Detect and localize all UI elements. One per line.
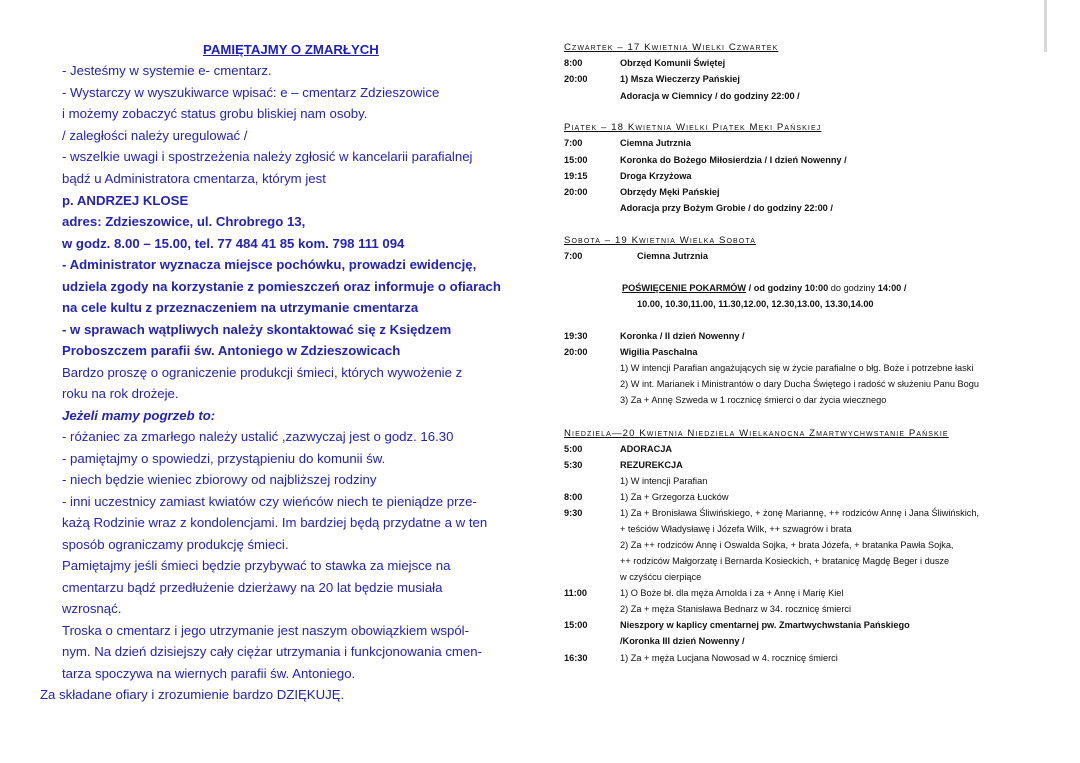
time: 20:00	[564, 347, 588, 357]
time: 20:00	[564, 74, 588, 84]
event: Wigilia Paschalna	[620, 347, 698, 357]
intention: 1) W intencji Parafian	[620, 476, 708, 486]
section-header-sunday: Niedziela—20 Kwietnia Niedziela Wielkanocna Zmartwychwstanie Pańskie	[564, 428, 949, 439]
intention: w czyśćcu cierpiące	[620, 572, 702, 582]
admin-name: p. ANDRZEJ KLOSE	[62, 193, 189, 208]
intention: 1) Za + Grzegorza Łucków	[620, 492, 729, 502]
text-line: i możemy zobaczyć status grobu bliskiej nam osoby.	[62, 106, 368, 121]
time: 15:00	[564, 620, 588, 630]
section-header-saturday: Sobota – 19 Kwietnia Wielka Sobota	[564, 235, 756, 246]
time: 9:30	[564, 508, 583, 518]
text-line: Pamiętajmy jeśli śmieci będzie przybywać to stawka za miejsce na	[62, 558, 451, 573]
time: 16:30	[564, 653, 588, 663]
text-line: - niech będzie wieniec zbiorowy od najbliższej rodziny	[62, 472, 377, 487]
text-line: - wszelkie uwagi i spostrzeżenia należy zgłosić w kancelarii parafialnej	[62, 149, 473, 164]
event: REZUREKCJA	[620, 460, 683, 470]
time: 5:00	[564, 444, 583, 454]
section-header-thursday: Czwartek – 17 Kwietnia Wielki Czwartek	[564, 42, 779, 53]
intention: 1) W intencji Parafian angażujących się w życie parafialne o błg. Boże i potrzebne łaski	[620, 363, 974, 373]
time: 7:00	[564, 138, 583, 148]
text-line: - inni uczestnicy zamiast kwiatów czy wieńców niech te pieniądze prze-	[62, 494, 477, 509]
event: ADORACJA	[620, 444, 673, 454]
food-blessing: POŚWIĘCENIE POKARMÓW / od godziny 10:00 do godziny 14:00 /	[622, 283, 907, 293]
time: 11:00	[564, 588, 587, 598]
text-line: każą Rodzinie wraz z kondolencjami. Im bardziej będą przydatne a w ten	[62, 515, 488, 530]
intention: ++ rodziców Małgorzatę i Bernarda Kosieckich, + bratanicę Magdę Beger i dusze	[620, 556, 950, 566]
text-line: udziela zgody na korzystanie z pomieszczeń oraz informuje o ofiarach	[62, 279, 501, 294]
admin-address: adres: Zdzieszowice, ul. Chrobrego 13,	[62, 214, 306, 229]
text-line: Troska o cmentarz i jego utrzymanie jest naszym obowiązkiem wspól-	[62, 623, 470, 638]
text-line: nym. Na dzień dzisiejszy cały ciężar utrzymania i funkcjonowania cmen-	[62, 644, 482, 659]
thank-you-line: Za składane ofiary i zrozumienie bardzo DZIĘKUJĘ.	[40, 687, 345, 702]
text-line: cmentarzu bądź przedłużenie dzierżawy na 20 lat będzie musiała	[62, 580, 443, 595]
text-line: - Wystarczy w wyszukiwarce wpisać: e – cmentarz Zdzieszowice	[62, 85, 440, 100]
intention: 2) W int. Marianek i Ministrantów o dary Ducha Świętego i radość w służeniu Panu Bogu	[620, 379, 979, 389]
text-line: Bardzo proszę o ograniczenie produkcji śmieci, których wywożenie z	[62, 365, 463, 380]
time: 19:30	[564, 331, 588, 341]
event: /Koronka III dzień Nowenny /	[620, 636, 745, 646]
food-blessing-label: POŚWIĘCENIE POKARMÓW	[622, 283, 747, 293]
intention: 1) Za + męża Lucjana Nowosad w 4. rocznicę śmierci	[620, 653, 838, 663]
intention: + teściów Władysławę i Józefa Wilk, ++ szwagrów i brata	[620, 524, 852, 534]
text-line: wzrosnąć.	[62, 601, 122, 616]
text-line: / zaległości należy uregulować /	[62, 128, 248, 143]
text-line: - w sprawach wątpliwych należy skontaktować się z Księdzem	[62, 322, 452, 337]
intention: 1) O Boże bł. dla męża Arnolda i za + Annę i Marię Kiel	[620, 588, 844, 598]
food-blessing-times: 10.00, 10.30,11.00, 11.30,12.00, 12.30,13.00, 13.30,14.00	[637, 299, 874, 309]
time: 7:00	[564, 251, 583, 261]
time: 8:00	[564, 58, 583, 68]
time: 5:30	[564, 460, 583, 470]
event: Obrzęd Komunii Świętej	[620, 58, 726, 68]
text-line: na cele kultu z przeznaczeniem na utrzymanie cmentarza	[62, 300, 419, 315]
event: 1) Msza Wieczerzy Pańskiej	[620, 74, 740, 84]
intention: 2) Za ++ rodziców Annę i Oswalda Sojka, + brata Józefa, + bratanka Pawła Sojka,	[620, 540, 954, 550]
page-title: PAMIĘTAJMY O ZMARŁYCH	[203, 42, 379, 57]
time: 15:00	[564, 155, 588, 165]
scrollbar[interactable]	[1044, 0, 1047, 52]
event: Adoracja przy Bożym Grobie / do godziny 22:00 /	[620, 203, 833, 213]
text-line: - różaniec za zmarłego należy ustalić ,zazwyczaj jest o godz. 16.30	[62, 429, 454, 444]
funeral-heading: Jeżeli mamy pogrzeb to:	[62, 408, 216, 423]
text-line: - pamiętajmy o spowiedzi, przystąpieniu do komunii św.	[62, 451, 386, 466]
text-line: - Administrator wyznacza miejsce pochówku, prowadzi ewidencję,	[62, 257, 477, 272]
event: Obrzędy Męki Pańskiej	[620, 187, 720, 197]
text-line: tarza spoczywa na wiernych parafii św. Antoniego.	[62, 666, 356, 681]
text-line: roku na rok drożeje.	[62, 386, 179, 401]
text-line: - Jesteśmy w systemie e- cmentarz.	[62, 63, 272, 78]
event: Koronka / II dzień Nowenny /	[620, 331, 745, 341]
text-line: bądź u Administratora cmentarza, którym jest	[62, 171, 326, 186]
time: 8:00	[564, 492, 583, 502]
event: Koronka do Bożego Miłosierdzia / I dzień Nowenny /	[620, 155, 847, 165]
event: Ciemna Jutrznia	[637, 251, 708, 261]
intention: 3) Za + Annę Szweda w 1 rocznicę śmierci o dar życia wiecznego	[620, 395, 887, 405]
event: Droga Krzyżowa	[620, 171, 692, 181]
intention: 2) Za + męża Stanisława Bednarz w 34. rocznicę śmierci	[620, 604, 852, 614]
admin-hours: w godz. 8.00 – 15.00, tel. 77 484 41 85 kom. 798 111 094	[62, 236, 405, 251]
section-header-friday: Piątek – 18 Kwietnia Wielki Piątek Męki Pańskiej	[564, 122, 822, 133]
intention: 1) Za + Bronisława Śliwińskiego, + żonę Mariannę, ++ rodziców Annę i Jana Śliwińskich,	[620, 508, 980, 518]
time: 20:00	[564, 187, 588, 197]
text-line: Proboszczem parafii św. Antoniego w Zdzieszowicach	[62, 343, 401, 358]
event: Adoracja w Ciemnicy / do godziny 22:00 /	[620, 91, 800, 101]
time: 19:15	[564, 171, 588, 181]
event: Ciemna Jutrznia	[620, 138, 691, 148]
text-line: sposób ograniczamy produkcję śmieci.	[62, 537, 289, 552]
event: Nieszpory w kaplicy cmentarnej pw. Zmartwychwstania Pańskiego	[620, 620, 910, 630]
